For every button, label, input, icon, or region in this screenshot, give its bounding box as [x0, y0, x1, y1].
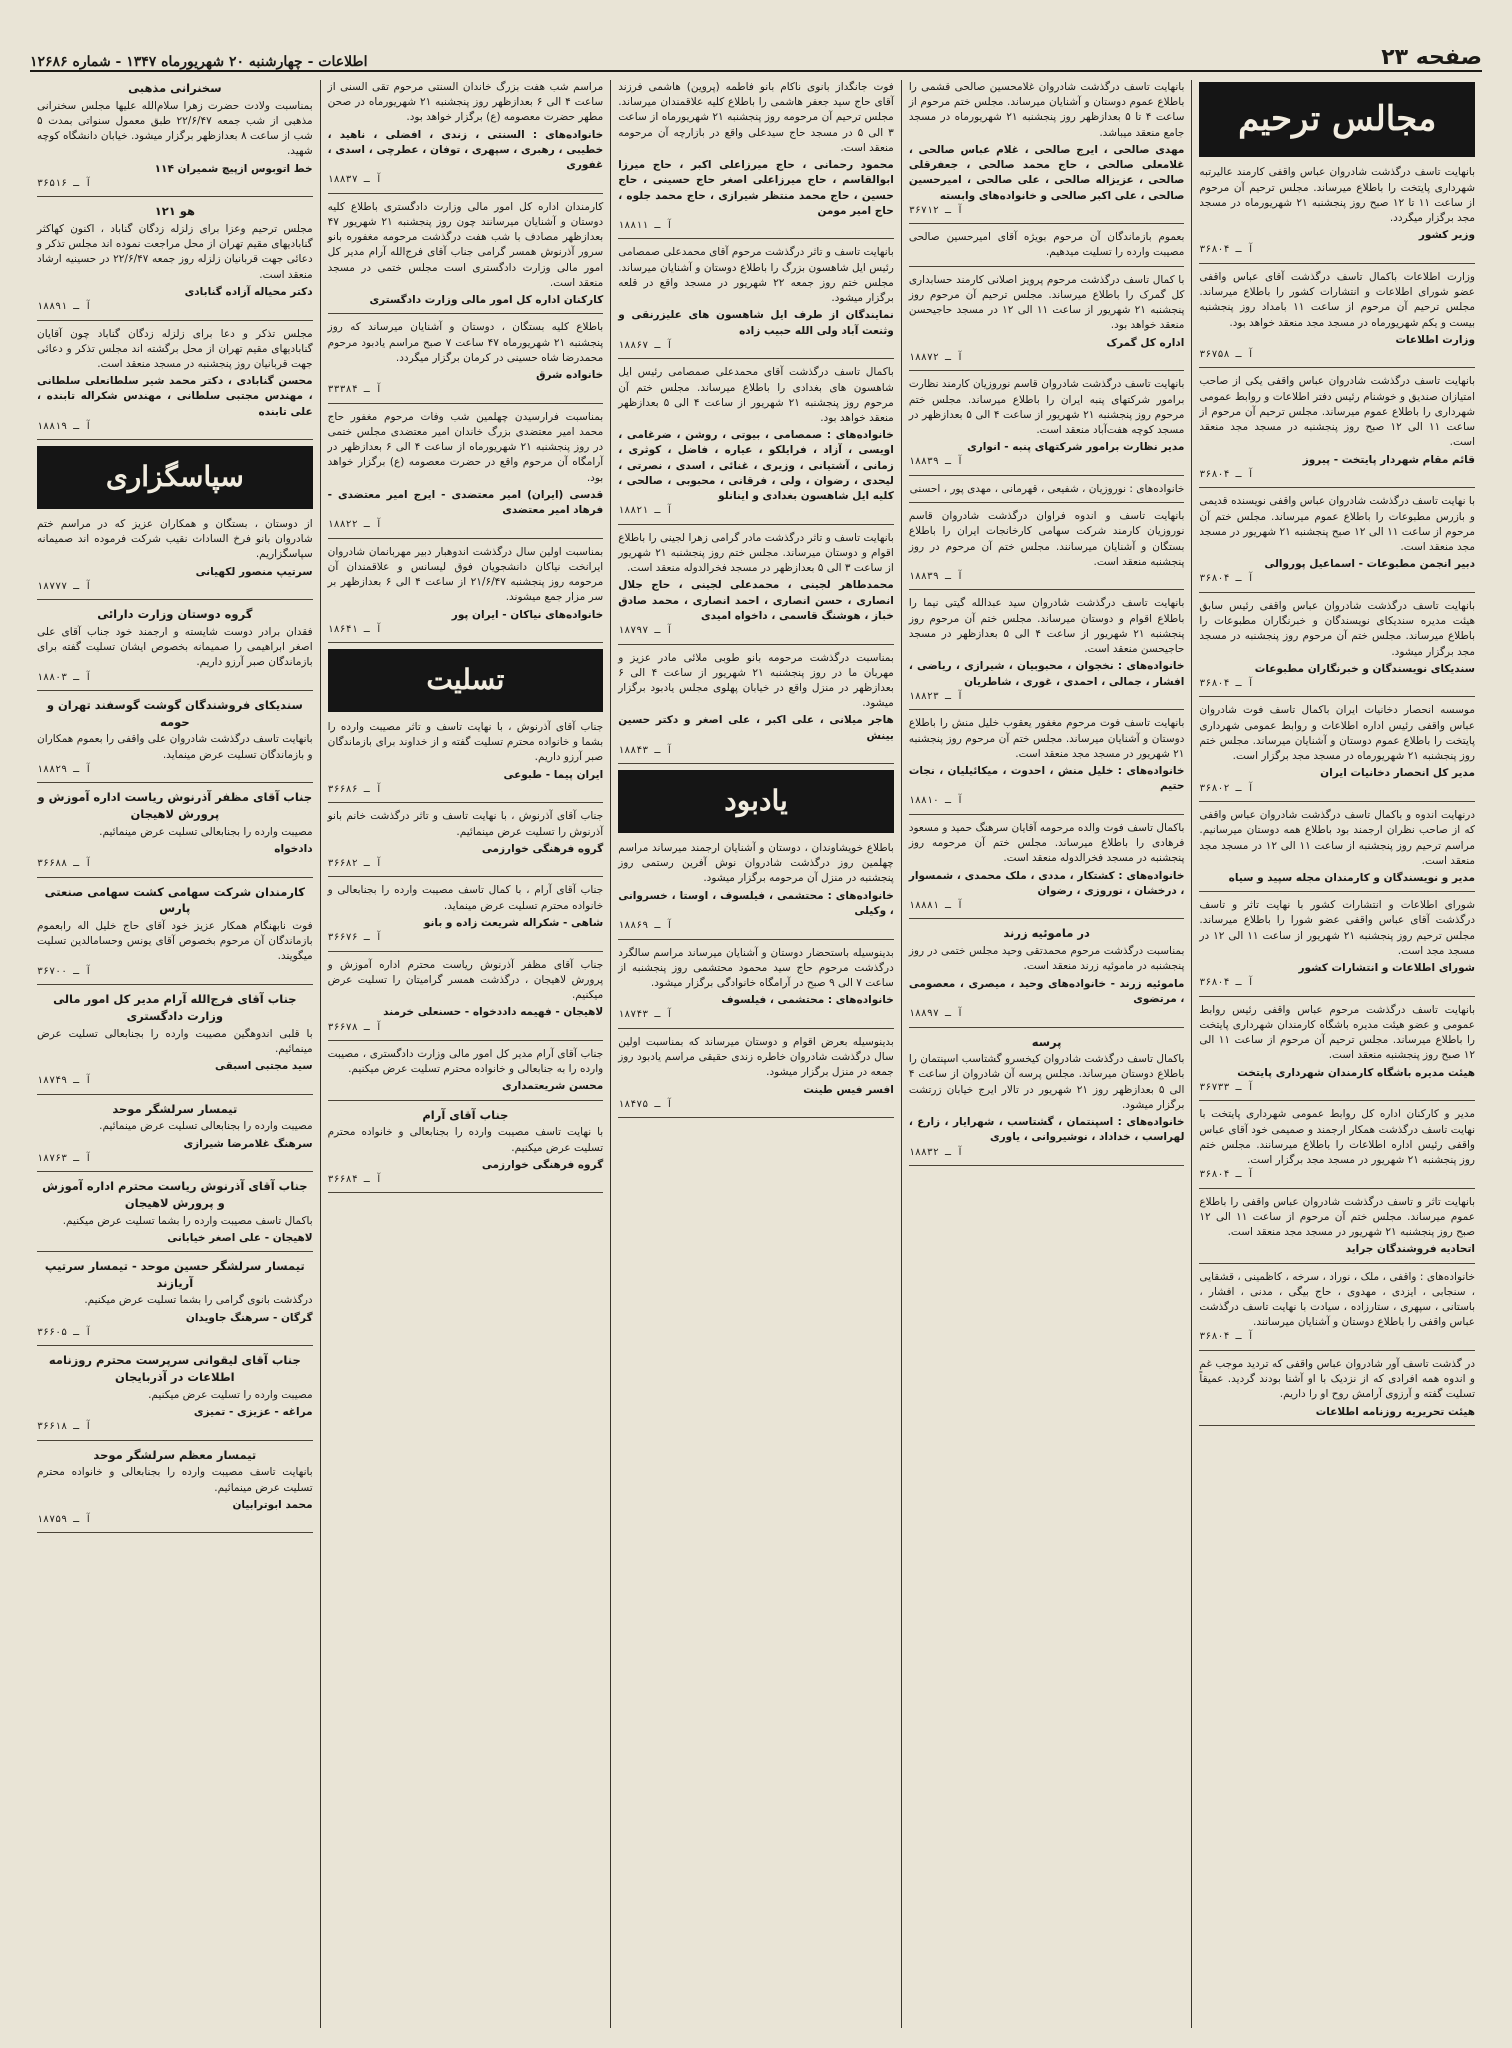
- notice-signature: وزارت اطلاعات: [1395, 333, 1475, 346]
- banner-sepasgozari: سپاسگزاری: [37, 446, 313, 509]
- notice-code: آ ـ ۳۶۵۱۶: [37, 177, 92, 189]
- notice: [328, 80, 604, 194]
- notice-code: آ ـ ۳۶۸۰۴: [1199, 244, 1254, 256]
- notice: [1199, 1107, 1475, 1188]
- notice-code: آ ـ ۱۸۷۹۷: [618, 625, 673, 637]
- notice-signature: خانواده‌های : کشتکار ، مددی ، ملک محمدی ، شمسوار ، درخشان ، نوروزی ، رضوان: [908, 869, 1185, 897]
- notice-signature: خانواده‌های : محتشمی ، فیلسوف ، اوستا ، خسروانی ، وکیلی: [618, 889, 894, 917]
- notice: [1199, 808, 1475, 892]
- notice-signature: کارکنان اداره کل امور مالی وزارت دادگستری: [369, 294, 604, 307]
- notice-signature: قائم مقام شهردار پایتخت - پیروز: [1302, 453, 1475, 466]
- notice-code: آ ـ ۳۶۷۰۰: [37, 965, 92, 977]
- notice: [37, 1258, 313, 1346]
- notice-signature: محسن گنابادی ، دکتر محمد شیر سلطانعلی سلطانی ، مهندس مجتبی سلطانی ، مهندس شکراله تابنده ، علی تابنده: [37, 375, 313, 418]
- notice-body: مدیر و کارکنان اداره کل روابط عمومی شهرداری پایتخت با نهایت تاسف درگذشت همکار ارجمند و صمیمی خود آقای عباس واقفی رئیس اداره اطلاعات را باطلاع میرسانند. مجلس ختم روز پنجشنبه ۲۱ شهریور در مسجد مجد برگزار است.: [1199, 1108, 1475, 1167]
- notice-code: آ ـ ۱۸۸۱۱: [618, 219, 673, 231]
- notice-signature: هیئت مدیره باشگاه کارمندان شهرداری پایتخت: [1237, 1066, 1475, 1079]
- notice-signature: خانواده‌های نیاکان - ایران پور: [451, 608, 604, 621]
- notice-body: کارمندان اداره کل امور مالی وزارت دادگستری باطلاع کلیه دوستان و آشنایان میرسانند چون روز پنجشنبه ۲۱ شهریور ۴۷ بعدازظهر مصادف با شب هفت درگذشت مرحومه مغفوره بانو سرور آذرنوش همسر گرامی جناب آقای فرج‌الله آرام مدیر کل امور مالی وزارت دادگستری است مجلس ختمی در مسجد منعقد است.: [327, 200, 604, 289]
- notice-body: بمناسبت فرارسیدن چهلمین شب وفات مرحوم مغفور حاج محمد امیر معتضدی بزرگ خاندان امیر معتضدی مجلس ختمی در روز پنجشنبه ۲۱ شهریورماه از ساعت ۴ الی ۶ بعدازظهر در آرامگاه آن مرحوم واقع در حضرت معصومه (ع) برگزار خواهد بود.: [327, 410, 604, 484]
- notice-body: بانهایت تاسف درگذشت شادروان عباس واقفی رئیس سابق هیئت مدیره سندیکای نویسندگان و خبرنگاران مطبوعات را باطلاع میرساند. مجلس ختم آن مرحوم روز پنجشنبه در مسجد مجد برگزار میشود.: [1199, 599, 1475, 658]
- notice: [618, 245, 894, 359]
- notice: [328, 1047, 604, 1101]
- notice-code: آ ـ ۱۸۸۶۹: [618, 920, 673, 932]
- notice-body: در گذشت تاسف آور شادروان عباس واقفی که تردید موجب غم و اندوه همه افرادی که از نزدیک با او آشنا بودند گردید. عمیقاً تسلیت گفته و آرزوی آرامش روح او را داریم.: [1199, 1357, 1475, 1401]
- notice: [37, 1178, 313, 1252]
- notice: [909, 273, 1185, 372]
- notice-body: مراسم شب هفت بزرگ خاندان السنتی مرحوم تقی السنی از ساعت ۴ الی ۶ بعدازظهر روز پنجشنبه ۲۱ شهریورماه در صحن مطهر حضرت معصومه (ع) برگزار خواهد بود.: [327, 81, 604, 124]
- notice-title: جناب آقای آرام: [422, 1107, 509, 1122]
- notice: [328, 410, 604, 539]
- notice-signature: لاهیجان - علی اصغر خیابانی: [167, 1231, 313, 1244]
- notice-code: آ ـ ۳۶۸۰۴: [1199, 468, 1254, 480]
- notice-body: باکمال تاسف فوت والده مرحومه آقایان سرهنگ حمید و مسعود فرهادی را باطلاع میرساند. مجلس ختم آن مرحومه روز پنجشنبه در مسجد فخرالدوله منعقد است.: [908, 821, 1185, 865]
- notice-code: آ ـ ۳۶۷۵۸: [1199, 348, 1254, 360]
- notice: [1199, 270, 1475, 369]
- notice: [37, 517, 313, 600]
- notice-code: آ ـ ۱۸۸۳۹: [908, 570, 964, 582]
- notice-signature: خانواده‌های : خلیل منش ، احدوت ، میکائیلیان ، نجات حتیم: [908, 764, 1185, 793]
- column-5: [30, 80, 320, 2028]
- notice-code: آ ـ ۱۸۷۵۹: [37, 1513, 92, 1525]
- notice-body: فوت جانگداز بانوی ناکام بانو فاطمه (پروین) هاشمی فرزند آقای حاج سید جعفر هاشمی را باطلاع کلیه علاقمندان میرساند. مجلس ترحیم آن مرحومه روز پنجشنبه ۲۱ شهریورماه از ساعت ۳ الی ۵ در مسجد حاج سیدعلی واقع در بازارچه آن مرحومه منعقد است.: [618, 81, 894, 154]
- notice-body: باطلاع خویشاوندان ، دوستان و آشنایان ارجمند میرساند مراسم چهلمین روز درگذشت شادروان نوش آفرین رستمی روز پنجشنبه در منزل آن مرحومه برگزار میشود.: [618, 841, 894, 885]
- notice-code: آ ـ ۱۸۸۸۱: [908, 899, 964, 911]
- notice: [618, 531, 894, 645]
- notice: [328, 720, 604, 803]
- notice: [328, 545, 604, 644]
- notice-body: جناب آقای آذرنوش ، با نهایت تاسف و تاثر مصیبت وارده را بشما و خانواده محترم تسلیت گفته و از خداوند برای بازماندگان صبر آرزو داریم.: [327, 720, 604, 764]
- notice-body: باکمال تاسف مصیبت وارده را بشما تسلیت عرض میکنیم.: [62, 1214, 313, 1227]
- notice-code: آ ـ ۱۸۶۴۱: [327, 623, 382, 635]
- notice-code: آ ـ ۳۳۳۸۴: [327, 384, 382, 396]
- notice-signature: اداره کل گمرک: [1106, 336, 1185, 349]
- notice-title: تیمسار معظم سرلشگر موحد: [93, 1447, 257, 1462]
- page-number: صفحه ۲۳: [1381, 45, 1482, 70]
- notice-signature: ایران پیما - طبوعی: [503, 768, 604, 781]
- notice-body: بانهایت تاسف درگذشت شادروان سید عبدالله گیتی نیما را باطلاع اقوام و دوستان میرساند. مجلس ختم آن مرحوم روز پنجشنبه ۲۱ شهریور از ساعت ۴ الی ۵ بعدازظهر در مسجد حاجیحسن منعقد است.: [908, 597, 1185, 656]
- notice-signature: دبیر انجمن مطبوعات - اسماعیل پوروالی: [1264, 558, 1475, 571]
- notice-body: مصیبت وارده را تسلیت عرض میکنیم.: [148, 1388, 313, 1401]
- notice-code: آ ـ ۳۶۶۷۶: [327, 932, 382, 944]
- notice-body: فقدان برادر دوست شایسته و ارجمند خود جناب آقای علی اصغر ابراهیمی را صمیمانه بخصوص ایشان تسلیت گفته برای بازماندگان صبر آرزو داریم.: [37, 625, 313, 669]
- notice: [328, 200, 604, 315]
- notice-signature: سرهنگ غلامرضا شیرازی: [183, 1137, 313, 1150]
- notice-body: بدینوسیله بعرض اقوام و دوستان میرساند که بمناسبت اولین سال درگذشت شادروان خاطره زندی حقیقی مراسم یادبود روز جمعه در منزل برگزار میشود.: [618, 1035, 894, 1079]
- notice-signature: اتحادیه فروشندگان جراید: [1345, 1243, 1475, 1256]
- notice-body: بانهایت تاسف و تاثر درگذشت مادر گرامی زهرا لجینی را باطلاع اقوام و دوستان میرساند. مجلس ختم روز پنجشنبه ۲۱ شهریور از ساعت ۳ الی ۵ بعدازظهر در مسجد فخرالدوله منعقد است.: [618, 531, 894, 575]
- notice-body: مجلس ترحیم وعزا برای زلزله زدگان گناباد ، اکنون کهاکثر گنابادیهای مقیم تهران از محل مراجعت نموده اند مجلس تذکر و دعائی جهت قربانیان زلزله روز جمعه ۲۲/۶/۴۷ در حسینیه ارشاد منعقد است.: [37, 222, 313, 281]
- notice-body: درگذشت بانوی گرامی را بشما تسلیت عرض میکنیم.: [84, 1294, 313, 1307]
- notice-code: آ ـ ۳۶۶۸۸: [37, 858, 92, 870]
- notice-body: مصیبت وارده را بجنابعالی تسلیت عرض مینمائیم.: [99, 1120, 313, 1133]
- notice-title: کارمندان شرکت سهامی کشت سهامی صنعتی پارس: [44, 884, 305, 916]
- notice-signature: محسن شریعتمداری: [501, 1080, 604, 1093]
- notice-body: موسسه انحصار دخانیات ایران باکمال تاسف فوت شادروان عباس واقفی رئیس اداره اطلاعات و روابط عمومی شهرداری پایتخت را باطلاع عموم دوستان و آشنایان میرساند. مجلس ختم روز پنجشنبه ۲۱ شهریورماه در مسجد مجد برگزار است.: [1199, 704, 1475, 763]
- notice: [37, 1447, 313, 1534]
- notice-signature: قدسی (ایران) امیر معتضدی - ایرج امیر معتضدی - فرهاد امیر معتضدی: [327, 488, 604, 517]
- notice: [37, 203, 313, 320]
- notice-code: آ ـ ۱۸۸۱۹: [37, 420, 92, 432]
- notice-signature: افسر فیس طینت: [803, 1083, 894, 1096]
- columns: [30, 80, 1482, 2028]
- notice: [37, 991, 313, 1095]
- notice-signature: خانواده‌های : صمصامی ، بیوتی ، روشن ، ضرغامی ، اویسی ، آزاد ، فرایلکو ، عیاره ، فاضل ، کوثری ، زمانی ، آشتیانی ، وزیری ، غنائی ، اسدی ، نصرتی ، لیحدی ، رضوان ، ولی ، فرقانی ، محبوبی ، صالحی ، کلیه ایل شاهسون بغدادی و اینانلو: [618, 429, 894, 503]
- notice: [909, 482, 1185, 503]
- notice-signature: هیئت تحریریه روزنامه اطلاعات: [1315, 1405, 1475, 1418]
- notice: [618, 651, 894, 765]
- notice-body: با قلبی اندوهگین مصیبت وارده را بجنابعالی تسلیت عرض مینمائیم.: [37, 1027, 313, 1055]
- notice-title: تیمسار سرلشگر حسین موحد - تیمسار سرتیپ آریازند: [44, 1259, 305, 1290]
- notice: [1199, 703, 1475, 802]
- notice-body: با نهایت تاسف درگذشت شادروان عباس واقفی نویسنده قدیمی و بازرس مطبوعات را باطلاع عموم میرساند. مجلس ختم آن مرحوم از ساعت ۱۱ الی ۱۲ صبح پنجشنبه ۲۱ شهریور در مسجد مجد منعقد است.: [1199, 495, 1476, 553]
- notice-code: آ ـ ۳۶۶۸۴: [327, 1173, 382, 1185]
- notice-signature: خانواده شرق: [536, 369, 604, 381]
- notice-signature: گروه فرهنگی خوارزمی: [481, 1158, 604, 1171]
- notice-code: آ ـ ۳۶۸۰۴: [1199, 977, 1254, 989]
- notice-code: آ ـ ۱۸۸۶۷: [618, 339, 673, 351]
- notice: [909, 509, 1185, 590]
- notice: [909, 925, 1185, 1027]
- notice-code: آ ـ ۳۶۷۱۲: [908, 204, 964, 216]
- notice-code: آ ـ ۳۶۸۰۴: [1199, 1331, 1254, 1343]
- notice-body: با کمال تاسف درگذشت مرحوم پرویز اصلانی کارمند حسابداری کل گمرک را باطلاع میرساند. مجلس ترحیم آن مرحوم روز پنجشنبه ۲۱ شهریور از ساعت ۱۱ الی ۱۲ در مسجد حاجیحسن منعقد خواهد بود.: [908, 273, 1185, 332]
- notice-code: آ ـ ۳۶۶۷۸: [327, 1021, 382, 1033]
- column-3: [610, 80, 901, 2028]
- notice: [909, 230, 1185, 266]
- notice-signature: ماموئیه زرند - خانواده‌های وحید ، میصری ، معصومی ، مرتضوی: [908, 977, 1185, 1005]
- notice-code: آ ـ ۱۸۸۹۱: [37, 301, 92, 313]
- column-4: [320, 80, 611, 2028]
- notice-body: بانهایت تاسف درگذشت شادروان عباس واقفی کارمند عالیرتبه شهرداری پایتخت را باطلاع میرساند. مجلس ترحیم آن مرحوم از ساعت ۱۱ تا ۱۲ صبح روز پنجشنبه ۲۱ شهریورماه در مسجد مجد برگزار میگردد.: [1199, 166, 1475, 224]
- notice: [909, 821, 1185, 920]
- notice: [328, 883, 604, 951]
- notice: [37, 80, 313, 197]
- notice-body: بانهایت تاثر و تاسف درگذشت شادروان عباس واقفی را باطلاع عموم میرساند. مجلس ختم آن مرحوم از ساعت ۱۱ الی ۱۲ صبح روز پنجشنبه ۲۱ شهریور در مسجد مجد منعقد است.: [1199, 1195, 1475, 1239]
- notice-code: آ ـ ۱۸۸۳۲: [908, 1146, 964, 1158]
- banner-taslit: تسلیت: [328, 649, 604, 712]
- notice: [1199, 1195, 1475, 1264]
- notice-code: آ ـ ۳۶۸۰۴: [1199, 1169, 1254, 1181]
- notice-title: جناب آقای فرج‌الله آرام مدیر کل امور مالی وزارت دادگستری: [53, 992, 297, 1023]
- notice-signature: نمایندگان از طرف ایل شاهسون های علیزرنقی و وثنعت آباد ولی الله حبیب زاده: [618, 309, 894, 337]
- notice: [909, 377, 1185, 476]
- notice: [328, 320, 604, 403]
- notice-signature: سید مجتبی اسبقی: [214, 1059, 313, 1072]
- notice: [1199, 599, 1475, 698]
- notice-signature: وزیر کشور: [1418, 229, 1475, 242]
- notice: [618, 841, 894, 940]
- notice-signature: خانواده‌های : محتشمی ، فیلسوف: [721, 994, 894, 1007]
- notice-body: با نهایت تاسف مصیبت وارده را بجنابعالی و خانواده محترم تسلیت عرض میکنیم.: [327, 1126, 604, 1154]
- notice-title: جناب آقای مظفر آذرنوش ریاست اداره آموزش و پرورش لاهیجان: [37, 790, 313, 822]
- notice: [1199, 494, 1475, 593]
- notice-signature: خانواده‌های : نخجوان ، محبوبیان ، شیرازی ، ریاضی ، افشار ، جمالی ، احمدی ، غوری ، شاطریان: [908, 660, 1185, 688]
- notice: [618, 1035, 894, 1118]
- notice-body: باکمال تاسف درگذشت شادروان کیخسرو گشتاسب اسپنتمان را باطلاع دوستان میرساند. مجلس پرسه آن شادروان از ساعت ۴ الی ۵ بعدازظهر روز ۲۱ شهریور در تالار ایرج خیابان زرتشت برگزار میشود.: [908, 1053, 1185, 1111]
- notice-signature: دکتر محیاله آزاده گنابادی: [184, 285, 313, 298]
- notice-code: آ ـ ۱۸۸۱۰: [908, 795, 964, 807]
- notice-title: سندیکای فروشندگان گوشت گوسفند تهران و حومه: [46, 698, 303, 729]
- masthead: اطلاعات - چهارشنبه ۲۰ شهریورماه ۱۳۴۷ - شماره ۱۲۶۸۶: [30, 54, 368, 70]
- notice-body: مجلس تذکر و دعا برای زلزله زدگان گناباد چون آقایان گنابادیهای مقیم تهران از محل برگشته اند مجلس تذکر و دعائی جهت قربانیان روز پنجشنبه در مسجد منعقد است.: [37, 327, 313, 370]
- notice-body: وزارت اطلاعات باکمال تاسف درگذشت آقای عباس واقفی عضو شورای اطلاعات و انتشارات کشور را باطلاع میرساند. مجلس ترحیم آن مرحوم از ساعت ۱۱ بامداد روز پنجشنبه بیست و یکم شهریورماه در مسجد مجد منعقد خواهد بود.: [1199, 270, 1475, 329]
- notice: [328, 809, 604, 877]
- notice-signature: مراغه - عزیزی - تمیزی: [193, 1405, 313, 1418]
- notice-body: بانهایت تاسف و تاثر درگذشت مرحوم آقای محمدعلی صمصامی رئیس ایل شاهسون بزرگ را باطلاع دوستان و آشنایان میرساند. مجلس ختم روز جمعه ۲۲ شهریور در مسجد واقع در قلعه برگزار میشود.: [618, 246, 894, 305]
- page-header: [30, 36, 1482, 72]
- notice-code: آ ـ ۱۸۸۲۳: [908, 690, 964, 702]
- notice-body: جناب آقای آذرنوش ، با نهایت تاسف و تاثر درگذشت خانم بانو آذرنوش را تسلیت عرض مینمائیم.: [327, 810, 604, 838]
- notice: [909, 596, 1185, 710]
- notice-code: آ ـ ۳۶۸۰۲: [1199, 782, 1254, 794]
- notice-body: بمناسبت درگذشت مرحومه بانو طوبی ملائی مادر عزیز و مهربان ما در روز پنجشنبه ۲۱ شهریور از ساعت ۴ الی ۶ بعدازظهر در منزل واقع در خیابان پهلوی مجلس یادبود برگزار میشود.: [618, 651, 894, 710]
- notice-signature: گرگان - سرهنگ جاویدان: [185, 1311, 313, 1324]
- notice-signature: محمدطاهر لجینی ، محمدعلی لجینی ، حاج جلال انصاری ، حسن انصاری ، احمد انصاری ، محمد صادق خباز ، هوشنگ قاسمی ، داخواه امیدی: [618, 579, 894, 622]
- notice-title: در ماموئیه زرند: [1003, 926, 1090, 941]
- notice: [37, 327, 313, 441]
- notice-code: آ ـ ۱۸۸۷۲: [908, 351, 964, 363]
- notice: [328, 958, 604, 1041]
- notice-body: بانهایت تاسف مصیبت وارده را بجنابعالی و خانواده محترم تسلیت عرض مینمائیم.: [37, 1466, 313, 1494]
- notice-signature: هاجر میلانی ، علی اکبر ، علی اصغر و دکتر حسین بینش: [618, 714, 894, 742]
- notice-body: از دوستان ، بستگان و همکاران عزیز که در مراسم ختم شادروان بانو فرخ السادات نقیب شرکت فرموده اند صمیمانه سپاسگزاریم.: [37, 517, 313, 561]
- notice-title: پرسه: [1031, 1034, 1062, 1049]
- notice-signature: خانواده‌های : السنتی ، زندی ، افضلی ، ناهید ، خطیبی ، رهبری ، سپهری ، توفان ، عطرچی ، اسدی ، غفوری: [327, 128, 604, 172]
- notice-signature: محمد ابوترابیان: [232, 1498, 313, 1511]
- notice-code: آ ـ ۱۸۷۴۳: [618, 1009, 673, 1021]
- notice-body: مصیبت وارده را بجنابعالی تسلیت عرض مینمائیم.: [99, 825, 313, 838]
- notice-signature: مدیر کل انحصار دخانیات ایران: [1320, 767, 1475, 780]
- notice-title: گروه دوستان وزارت دارائی: [97, 607, 253, 622]
- notice-code: آ ـ ۳۶۶۱۸: [37, 1421, 92, 1433]
- notice-body: باکمال تاسف درگذشت آقای محمدعلی صمصامی رئیس ایل شاهسون های بغدادی را باطلاع میرساند. مجلس ختم آن مرحوم روز پنجشنبه ۲۱ شهریور از ساعت ۴ الی ۵ بعدازظهر منعقد خواهد بود.: [618, 366, 894, 424]
- notice-body: بعموم بازماندگان آن مرحوم بویژه آقای امیرحسین صالحی مصیبت وارده را تسلیت میدهیم.: [908, 231, 1185, 259]
- notice: [1199, 1003, 1475, 1102]
- notice-signature: شورای اطلاعات و انتشارات کشور: [1298, 962, 1475, 975]
- notice: [618, 80, 894, 239]
- notice-body: باطلاع کلیه بستگان ، دوستان و آشنایان میرساند که روز پنجشنبه ۲۱ شهریورماه ۴۷ ساعت ۷ صبح مراسم یادبود مرحوم محمدرضا شاه حسینی در کرمان برگزار میگردد.: [327, 321, 604, 364]
- notice-code: آ ـ ۱۸۸۴۳: [618, 744, 673, 756]
- notice-body: بمناسبت اولین سال درگذشت اندوهبار دبیر مهربانمان شادروان ایرانخت نیاکان دانشجویان فوق لیسانس و علاقمندان آن مرحومه روز پنجشنبه ۲۱/۶/۴۷ از ساعت ۴ الی ۶ بعدازظهر بر سر مزار جمع میشوند.: [327, 545, 604, 604]
- notice-body: فوت نابهنگام همکار عزیز خود آقای حاج خلیل اله رابعموم بازماندگان آن مرحوم بخصوص آقای یونس وحسامالدین تسلیت میگویند.: [37, 920, 313, 963]
- notice-code: آ ـ ۱۸۸۲۹: [37, 763, 92, 775]
- notice-code: آ ـ ۱۸۸۳۹: [908, 456, 964, 468]
- notice-body: بانهایت تاسف درگذشت شادروان قاسم نوروزیان کارمند نظارت برامور شرکتهای پنبه ایران را باطلاع میرساند. مجلس ختم مرحوم روز پنجشنبه ۲۱ شهریور از ساعت ۴ الی ۵ بعدازظهر در مسجد کوچه هفت‌آباد منعقد است.: [908, 378, 1185, 436]
- column-1: [1191, 80, 1482, 2028]
- notice-title: جناب آقای آذرنوش ریاست محترم اداره آموزش و پرورش لاهیجان: [42, 1179, 308, 1210]
- notice: [37, 789, 313, 877]
- notice-code: آ ـ ۳۶۸۰۴: [1199, 573, 1254, 585]
- notice-signature: خط اتوبوس ازپیچ شمیران ۱۱۴: [154, 162, 313, 175]
- notice-body: خانواده‌های : نوروزیان ، شفیعی ، قهرمانی ، مهدی پور ، احسنی: [909, 482, 1185, 495]
- notice-body: درنهایت اندوه و باکمال تاسف درگذشت شادروان عباس واقفی که از صاحب نظران ارجمند بود باطلاع همه دوستان میرسانیم. مراسم ترحیم روز پنجشنبه از ساعت ۱۱ الی ۱۲ در مسجد مجد منعقد است.: [1199, 809, 1475, 867]
- notice: [37, 606, 313, 691]
- notice: [909, 80, 1185, 224]
- notice-signature: شاهی - شکراله شریعت زاده و بانو: [423, 916, 604, 929]
- notice-title: سخنرانی مذهبی: [128, 81, 222, 95]
- notice-body: جناب آقای مظفر آذرنوش ریاست محترم اداره آموزش و پرورش لاهیجان ، درگذشت همسر گرامیتان را تسلیت عرض میکنیم.: [327, 958, 604, 1002]
- notice-body: بمناسبت درگذشت مرحوم محمدتقی وحید مجلس ختمی در روز پنجشنبه در ماموئیه زرند منعقد است.: [908, 945, 1185, 973]
- notice-signature: مهدی صالحی ، ایرج صالحی ، غلام عباس صالحی ، غلامعلی صالحی ، حاج محمد صالحی ، جعفرقلی صالحی ، عزیزاله صالحی ، علی صالحی ، امیرحسین صالحی ، علی اکبر صالحی و خانواده‌های وابسته: [908, 143, 1185, 202]
- notice-signature: مدیر و نویسندگان و کارمندان مجله سپید و سیاه: [1228, 871, 1475, 884]
- notice-signature: خانواده‌های : اسپنتمان ، گشتاسب ، شهرایار ، زارع ، لهراسب ، خداداد ، نوشیروانی ، یاوری: [908, 1116, 1185, 1144]
- notice-body: شورای اطلاعات و انتشارات کشور با نهایت تاثر و تاسف درگذشت آقای عباس واقفی عضو شورا را باطلاع میرساند. مجلس ترحیم روز پنجشنبه ۲۱ شهریور از ساعت ۱۱ الی ۱۲ در مسجد مجد است.: [1199, 899, 1475, 957]
- notice: [618, 946, 894, 1029]
- notice-code: آ ـ ۱۸۷۷۷: [37, 580, 92, 592]
- notice-code: آ ـ ۱۸۸۳۷: [327, 174, 382, 186]
- notice: [909, 716, 1185, 815]
- notice: [1199, 165, 1475, 264]
- notice-title: جناب آقای لیقوانی سرپرست محترم روزنامه اطلاعات در آذربایجان: [48, 1353, 301, 1385]
- notice-code: آ ـ ۱۸۸۲۲: [327, 519, 382, 531]
- notice-title: تیمسار سرلشگر موحد: [112, 1101, 238, 1116]
- notice-code: آ ـ ۱۸۷۴۹: [37, 1075, 92, 1087]
- column-2: [901, 80, 1192, 2028]
- notice-body: بانهایت تاسف فوت مرحوم مغفور یعقوب خلیل منش را باطلاع دوستان و آشنایان میرساند. مجلس ختم آن مرحوم روز پنجشنبه ۲۱ شهریور در مسجد مجد منعقد است.: [908, 717, 1185, 760]
- notice-signature: سرتیپ منصور لکهیانی: [195, 565, 313, 578]
- notice-signature: محمود رحمانی ، حاج میرزاعلی اکبر ، حاج میرزا ابوالقاسم ، حاج میرزاعلی اصغر حاج حسینی ، حاج حسین ، حاج محمد منتظر شیرازی ، حاج محمد جلوه ، حاج امیر مومن: [618, 159, 894, 217]
- notice-body: بانهایت تاسف درگذشت شادروان غلامحسین صالحی قشمی را باطلاع عموم دوستان و آشنایان میرساند. مجلس ختم مرحوم از ساعت ۴ تا ۵ بعدازظهر روز پنجشنبه ۲۱ شهریورماه در مسجد جامع منعقد میباشد.: [908, 81, 1185, 139]
- notice-body: بانهایت تاسف و اندوه فراوان درگذشت شادروان قاسم نوروزیان کارمند شرکت سهامی کارخانجات ایران را باطلاع بستگان و آشنایان میرسانند. مجلس ختم آن مرحوم در روز پنجشنبه منعقد است.: [908, 510, 1185, 568]
- notice-code: آ ـ ۱۸۴۷۵: [618, 1098, 673, 1110]
- notice: [618, 365, 894, 524]
- notice-code: آ ـ ۳۶۶۸۶: [327, 783, 382, 795]
- notice: [37, 1352, 313, 1440]
- notice-body: بانهایت تاسف درگذشت شادروان عباس واقفی یکی از صاحب امتیازان صندیق و خوشنام رئیس دفتر اطلاعات و روابط عمومی شهرداری را باطلاع عموم میرساند. مجلس ترحیم آن مرحوم از ساعت ۱۱ الی ۱۲ صبح روز پنجشنبه در مسجد مجد منعقد است.: [1199, 375, 1475, 449]
- notice-title: هو ۱۲۱: [154, 204, 195, 219]
- notice-body: بانهایت تاسف درگذشت شادروان علی واقفی را بعموم همکاران و بازماندگان تسلیت عرض مینماید.: [37, 733, 313, 761]
- notice-code: آ ـ ۱۸۷۶۳: [37, 1152, 92, 1164]
- notice-code: آ ـ ۳۶۶۰۵: [37, 1326, 92, 1338]
- notice-code: آ ـ ۳۶۸۰۴: [1199, 677, 1254, 689]
- banner-majales-tarhim: مجالس ترحیم: [1199, 82, 1475, 157]
- notice-code: آ ـ ۳۶۷۳۳: [1199, 1081, 1254, 1093]
- notice-signature: مدیر نظارت برامور شرکتهای پنبه - انواری: [967, 441, 1185, 454]
- notice: [909, 1034, 1185, 1166]
- notice-body: جناب آقای آرام ، با کمال تاسف مصیبت وارده را بجنابعالی و خانواده محترم تسلیت عرض مینماید.: [327, 884, 604, 912]
- notice-body: بدینوسیله باستحضار دوستان و آشنایان میرساند مراسم سالگرد درگذشت مرحوم حاج سید محمود محتشمی روز پنجشنبه از ساعت ۷ الی ۹ صبح در آرامگاه خانوادگی برگزار میشود.: [618, 946, 894, 989]
- notice-signature: سندیکای نویسندگان و خبرنگاران مطبوعات: [1254, 662, 1475, 675]
- notice-body: بانهایت تاسف درگذشت مرحوم عباس واقفی رئیس روابط عمومی و عضو هیئت مدیره باشگاه کارمندان شهرداری پایتخت را باطلاع میرساند. مجلس ترحیم آن مرحوم از ساعت ۱۱ الی ۱۲ صبح روز پنجشنبه منعقد است.: [1199, 1003, 1475, 1062]
- notice-body: خانواده‌های : واقفی ، ملک ، نوراد ، سرخه ، کاظمینی ، قشقایی ، سنجابی ، ایزدی ، مهدوی ، حاج بیگی ، مدنی ، افشار ، باستانی ، سپهری ، ستارزاده ، سیادت با نهایت تاسف درگذشت عباس واقفی را باطلاع دوستان و آشنایان میرسانند.: [1199, 1270, 1475, 1329]
- notice-signature: دادخواه: [274, 842, 313, 855]
- notice: [1199, 1357, 1475, 1426]
- notice: [1199, 1270, 1475, 1351]
- notice: [1199, 374, 1475, 488]
- notice: [1199, 898, 1475, 997]
- banner-yadbud: یادبود: [618, 770, 894, 833]
- notice: [328, 1107, 604, 1194]
- notice-code: آ ـ ۳۶۶۸۲: [327, 857, 382, 869]
- notice-code: آ ـ ۱۸۸۹۷: [908, 1008, 964, 1020]
- notice-signature: گروه فرهنگی خوارزمی: [481, 842, 604, 855]
- notice-code: آ ـ ۱۸۸۲۱: [618, 505, 673, 517]
- notice: [37, 697, 313, 783]
- notice-body: بمناسبت ولادت حضرت زهرا سلام‌الله علیها مجلس سخنرانی مذهبی از شب جمعه ۲۲/۶/۴۷ طبق معمول سنواتی بمدت ۵ شب از ساعت ۸ بعدازظهر برگزار میشود. خیابان دانشگاه کوچه شهید.: [37, 99, 313, 158]
- notice-body: جناب آقای آرام مدیر کل امور مالی وزارت دادگستری ، مصیبت وارده را به جنابعالی و خانواده محترم تسلیت عرض میکنیم.: [327, 1048, 604, 1076]
- notice-code: آ ـ ۱۸۸۰۳: [37, 671, 92, 683]
- notice-signature: لاهیجان - فهیمه داددخواه - حسنعلی خرمند: [383, 1006, 604, 1019]
- notice: [37, 884, 313, 986]
- notice: [37, 1101, 313, 1173]
